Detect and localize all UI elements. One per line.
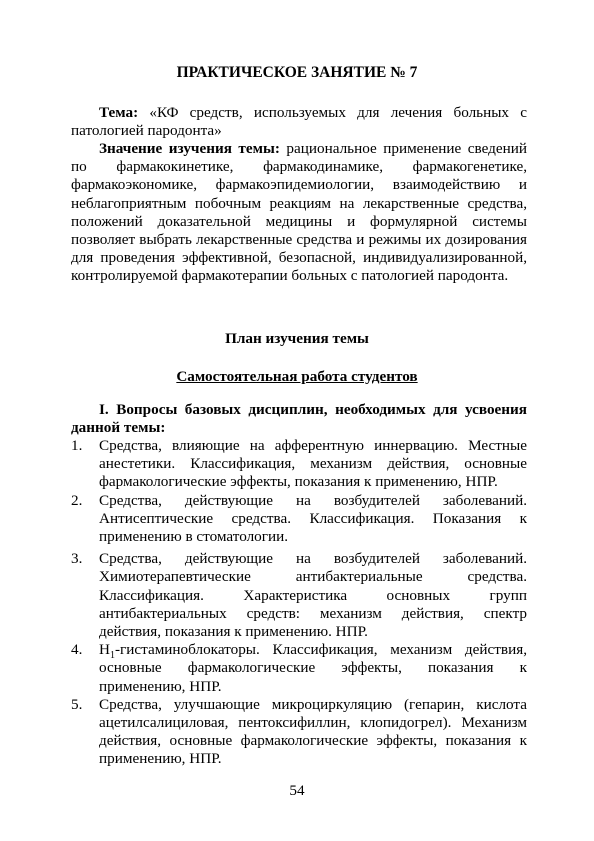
list-item-text bbox=[99, 641, 527, 696]
list-item-text: Средства, влияющие на афферентную иннервацию. Местные анестетики. Классификация, механизм действия, основные фармакологические эффекты, показания к применению, НПР. bbox=[99, 437, 527, 491]
list-item bbox=[71, 492, 527, 547]
list-item bbox=[71, 696, 527, 769]
list-item-number: 5. bbox=[71, 695, 83, 713]
section1-heading: I. Вопросы базовых дисциплин, необходимых для усвоения данной темы: bbox=[71, 401, 527, 437]
significance-label: Значение изучения темы: bbox=[99, 140, 280, 157]
significance-text: рациональное применение сведений по фармакокинетике, фармакодинамике, фармакогенетике, фармакоэкономике, фармакоэпидемиологии, взаимодействию и неблагоприятным побочным реакциям на лекарственные средства, положений доказательной медицины и формулярной системы позволяет выбрать лекарственные средства и режимы их дозирования для проведения эффективной, безопасной, индивидуализированной, контролируемой фармакотерапии больных с патологией пародонта. bbox=[71, 140, 527, 285]
h1-text: -гистаминоблокаторы. Классификация, механизм действия, основные фармакологические эффекты, показания к применению, НПР. bbox=[99, 641, 527, 695]
plan-heading: План изучения темы bbox=[225, 330, 369, 347]
list-item-text: Средства, улучшающие микроциркуляцию (гепарин, кислота ацетилсалициловая, пентоксифиллин, клопидогрел). Механизм действия, основные фармакологические эффекты, показания к применению, НПР. bbox=[99, 695, 527, 768]
list-item-text: Средства, действующие на возбудителей заболеваний. Антисептические средства. Классификация. Показания к применению в стоматологии. bbox=[99, 491, 527, 546]
list-item-text: Средства, действующие на возбудителей заболеваний. Химиотерапевтические антибактериальные средства. Классификация. Характеристика основных групп антибактериальных средств: механизм действия, спектр действия, показания к применению. НПР. bbox=[99, 550, 527, 641]
topic-label: Тема: bbox=[99, 104, 139, 121]
h1-subscript: 1 bbox=[109, 650, 115, 662]
page-number: 54 bbox=[289, 782, 305, 799]
page-title: ПРАКТИЧЕСКОЕ ЗАНЯТИЕ № 7 bbox=[176, 64, 418, 81]
list-item bbox=[71, 437, 527, 492]
list-item bbox=[71, 641, 527, 696]
significance-paragraph bbox=[71, 140, 527, 286]
self-work-heading bbox=[0, 368, 594, 386]
topic-paragraph bbox=[71, 104, 527, 140]
list-item-number: 4. bbox=[71, 641, 83, 659]
list-item bbox=[71, 550, 527, 641]
h1-prefix: Н bbox=[99, 641, 110, 659]
list-item-number: 1. bbox=[71, 437, 83, 454]
topic-text: «КФ средств, используемых для лечения больных с патологией пародонта» bbox=[71, 104, 527, 140]
list-item-number: 2. bbox=[71, 491, 83, 509]
list-item-number: 3. bbox=[71, 550, 83, 568]
self-work-heading-text: Самостоятельная работа студентов bbox=[176, 368, 418, 385]
questions-list bbox=[71, 437, 527, 769]
